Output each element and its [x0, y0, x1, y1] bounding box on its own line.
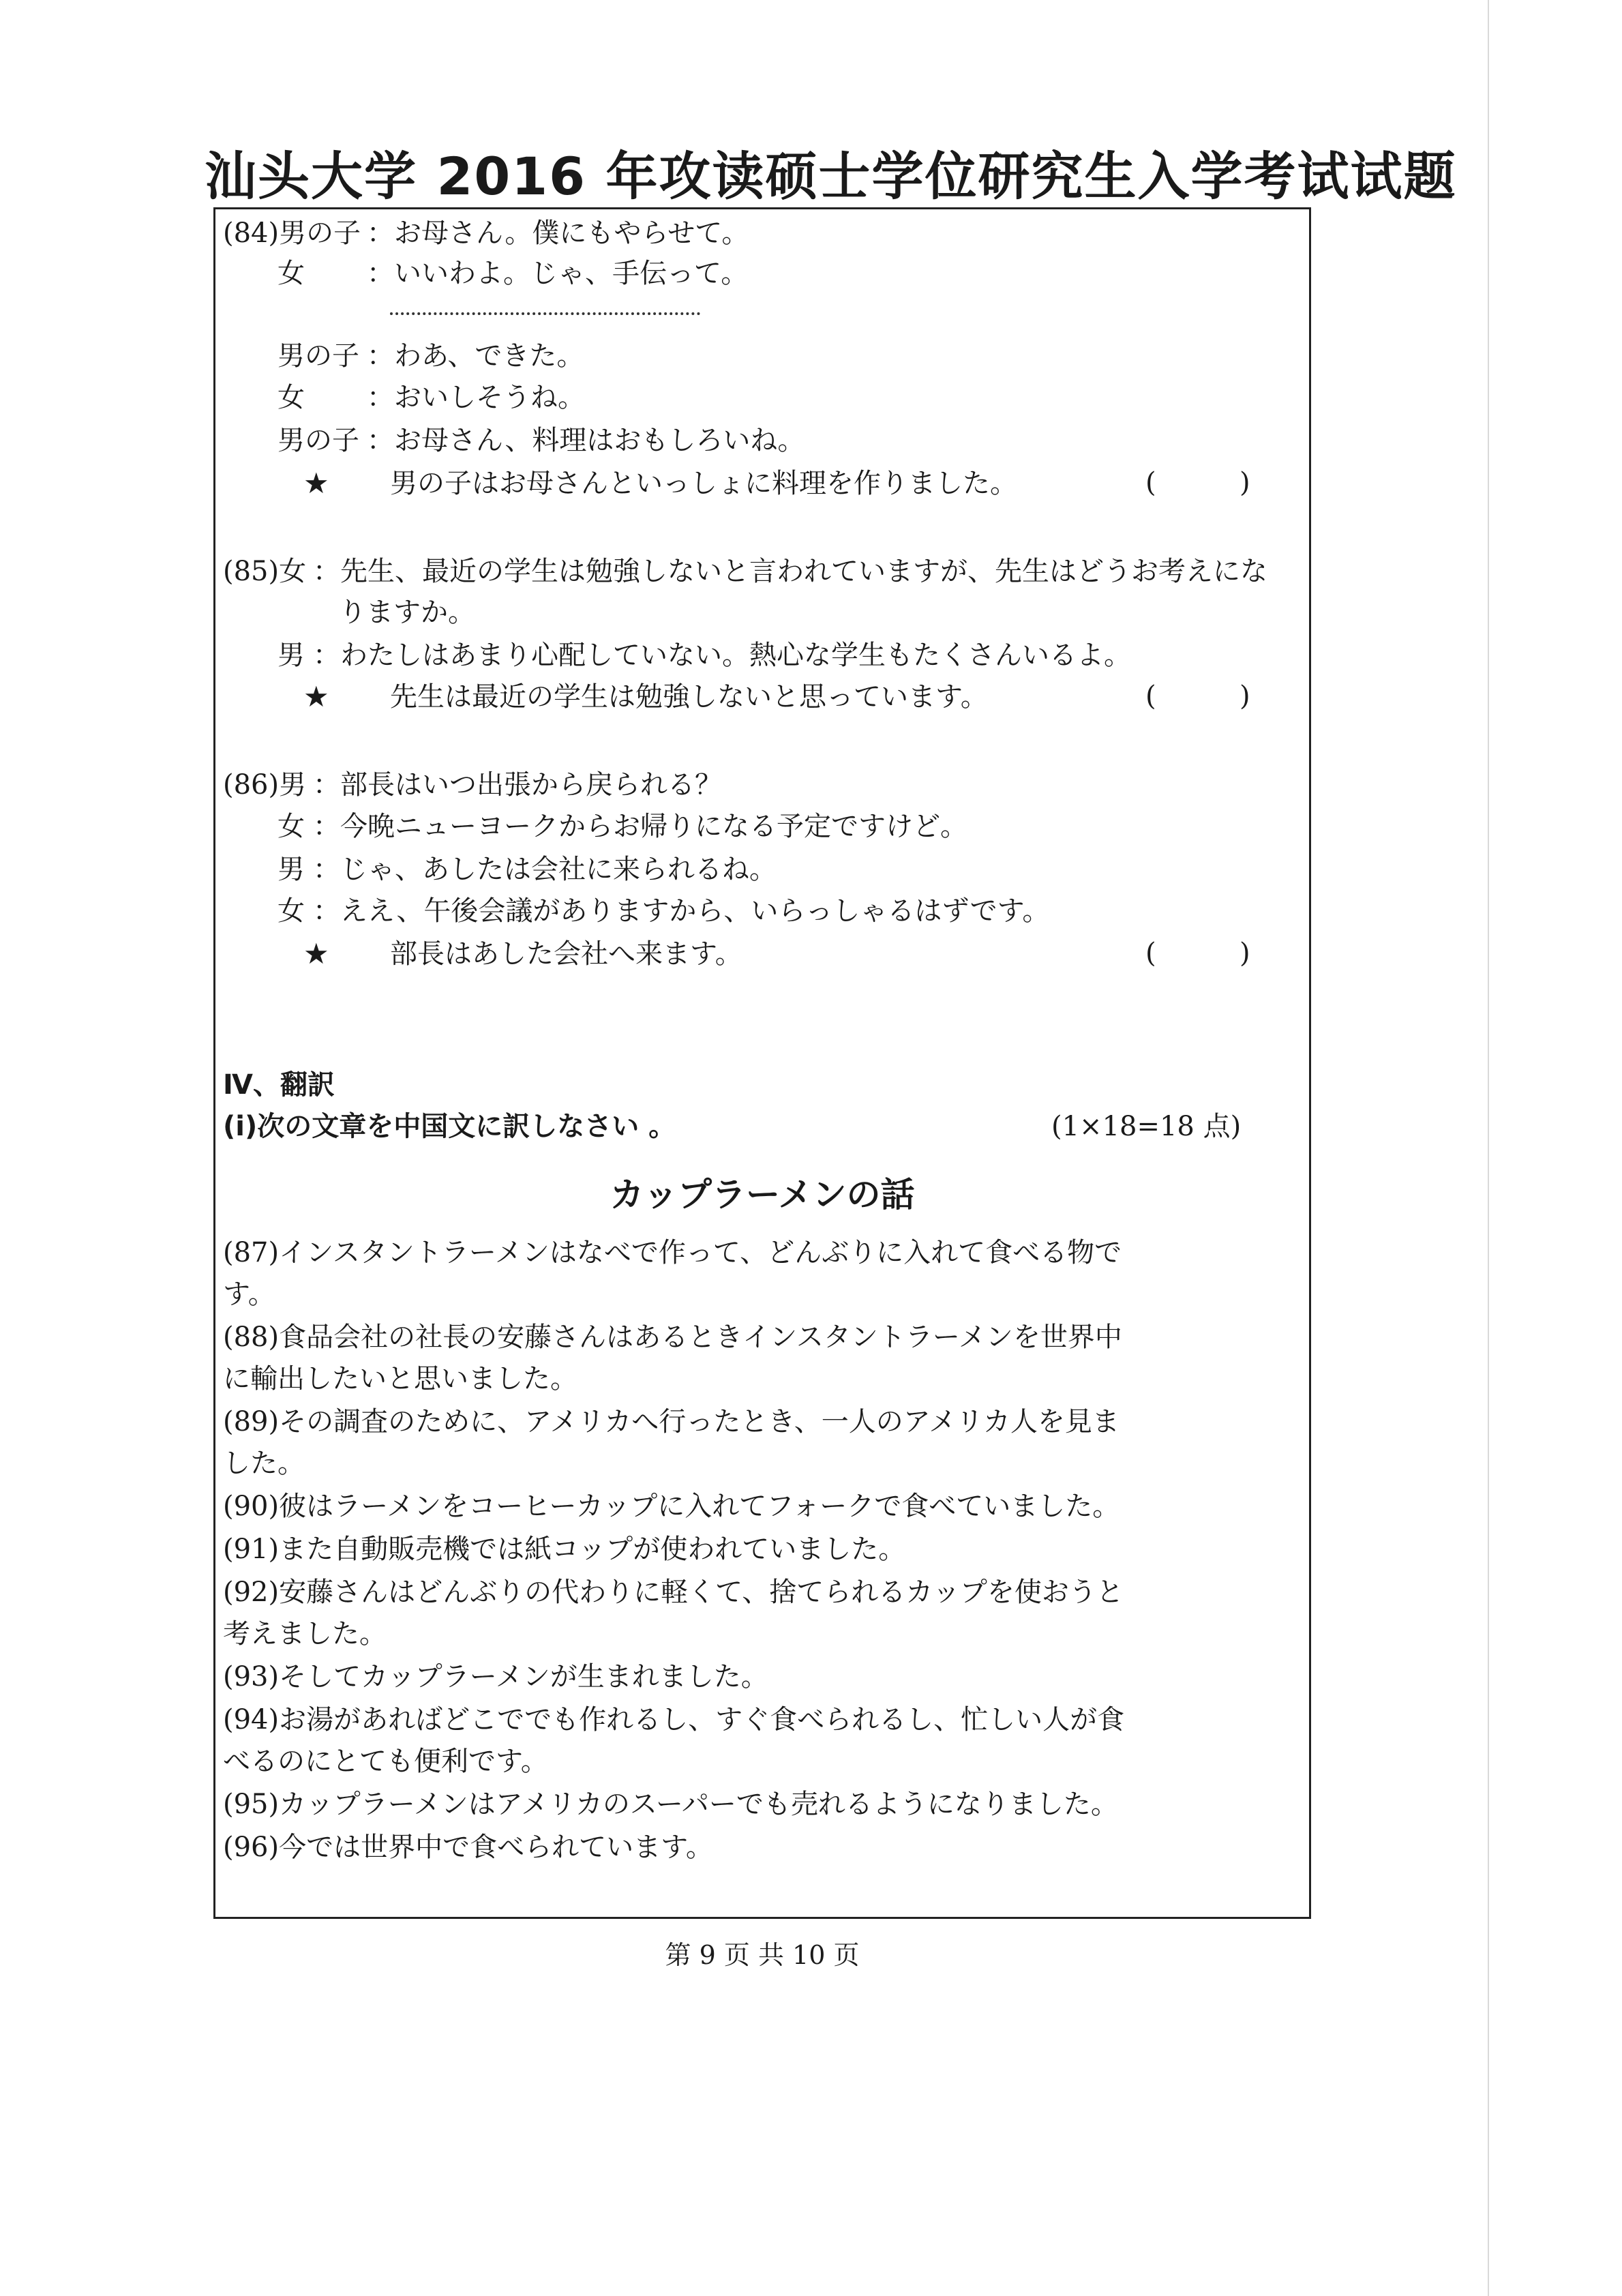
dialogue-ellipsis-line: [390, 312, 700, 315]
reading-line: (94)お湯があればどこででも作れるし、すぐ食べられるし、忙しい人が食: [223, 1704, 1125, 1735]
q86-statement: 部長はあした会社へ来ます。: [390, 938, 742, 970]
section-title: Ⅳ、翻訳: [223, 1069, 335, 1101]
q84-speaker-5: 男の子: [277, 425, 359, 456]
scan-edge-line: [1488, 0, 1489, 2296]
q86-speaker-4: 女: [277, 895, 305, 927]
q86-line-2: ：今晩ニューヨークからお帰りになる予定ですけど。: [313, 811, 967, 842]
q86-speaker-2: 女: [277, 811, 305, 842]
reading-line: (91)また自動販売機では紙コップが使われていました。: [223, 1534, 906, 1565]
reading-line: (87)インスタントラーメンはなべで作って、どんぶりに入れて食べる物で: [223, 1237, 1122, 1268]
reading-line: (96)今では世界中で食べられています。: [223, 1832, 713, 1863]
q85-speaker-2: 男: [277, 640, 305, 671]
q86-line-1: ：部長はいつ出張から戻られる？: [313, 769, 722, 801]
answer-paren-close: ): [1240, 938, 1250, 969]
q85-statement: 先生は最近の学生は勉強しないと思っています。: [390, 681, 988, 713]
page-title: 汕头大学 2016 年攻读硕士学位研究生入学考试试题: [205, 146, 1457, 207]
answer-paren-close: ): [1240, 681, 1250, 712]
reading-line: す。: [223, 1279, 275, 1310]
q86-line-3: ：じゃ、あしたは会社に来られるね。: [313, 854, 777, 885]
star-icon: ★: [303, 466, 329, 500]
q84-line-4: ：おいしそうね。: [367, 382, 585, 413]
q84-speaker-3: 男の子: [277, 340, 359, 372]
reading-line: (92)安藤さんはどんぶりの代わりに軽くて、捨てられるカップを使おうと: [223, 1577, 1124, 1608]
reading-line: (93)そしてカップラーメンが生まれました。: [223, 1661, 768, 1693]
page-number: 第 9 页 共 10 页: [665, 1940, 860, 1970]
q84-line-2: ：いいわよ。じゃ、手伝って。: [367, 258, 749, 289]
reading-line: した。: [223, 1448, 305, 1479]
reading-line: 考えました。: [223, 1618, 387, 1650]
q84-line-1: ：お母さん。僕にもやらせて。: [367, 218, 749, 249]
q86-speaker-3: 男: [277, 854, 305, 885]
star-icon: ★: [303, 937, 329, 970]
section-instruction: (ⅰ)次の文章を中国文に訳しなさい 。: [223, 1111, 676, 1142]
q85-line-2: ：わたしはあまり心配していない。熱心な学生もたくさんいるよ。: [313, 640, 1131, 671]
q85-line-1-cont: りますか。: [339, 597, 475, 628]
q85-line-1: ：先生、最近の学生は勉強しないと言われていますが、先生はどうお考えにな: [313, 556, 1267, 587]
reading-line: に輸出したいと思いました。: [223, 1363, 577, 1395]
reading-heading: カップラーメンの話: [610, 1175, 915, 1214]
reading-line: (95)カップラーメンはアメリカのスーパーでも売れるようになりました。: [223, 1789, 1118, 1820]
answer-paren-open: (: [1145, 681, 1156, 712]
answer-paren-close: ): [1240, 467, 1250, 498]
answer-paren-open: (: [1145, 938, 1156, 969]
reading-line: (88)食品会社の社長の安藤さんはあるときインスタントラーメンを世界中: [223, 1322, 1122, 1353]
q85-speaker-1: (85)女: [223, 556, 307, 587]
q86-line-4: ：ええ、午後会議がありますから、いらっしゃるはずです。: [313, 895, 1050, 927]
q84-line-3: ：わあ、できた。: [367, 340, 584, 372]
q86-speaker-1: (86)男: [223, 769, 307, 801]
reading-line: (89)その調査のために、アメリカへ行ったとき、一人のアメリカ人を見ま: [223, 1406, 1120, 1437]
q84-speaker-1: (84)男の子: [223, 218, 361, 249]
q84-line-5: ：お母さん、料理はおもしろいね。: [367, 425, 805, 456]
star-icon: ★: [303, 680, 329, 713]
answer-paren-open: (: [1145, 467, 1156, 498]
q84-speaker-2: 女: [277, 258, 305, 289]
reading-line: (90)彼はラーメンをコーヒーカップに入れてフォークで食べていました。: [223, 1491, 1120, 1522]
section-points: (1×18=18 点): [1051, 1111, 1242, 1142]
q84-statement: 男の子はお母さんといっしょに料理を作りました。: [390, 468, 1017, 499]
q84-speaker-4: 女: [277, 382, 305, 413]
reading-line: べるのにとても便利です。: [223, 1746, 548, 1777]
